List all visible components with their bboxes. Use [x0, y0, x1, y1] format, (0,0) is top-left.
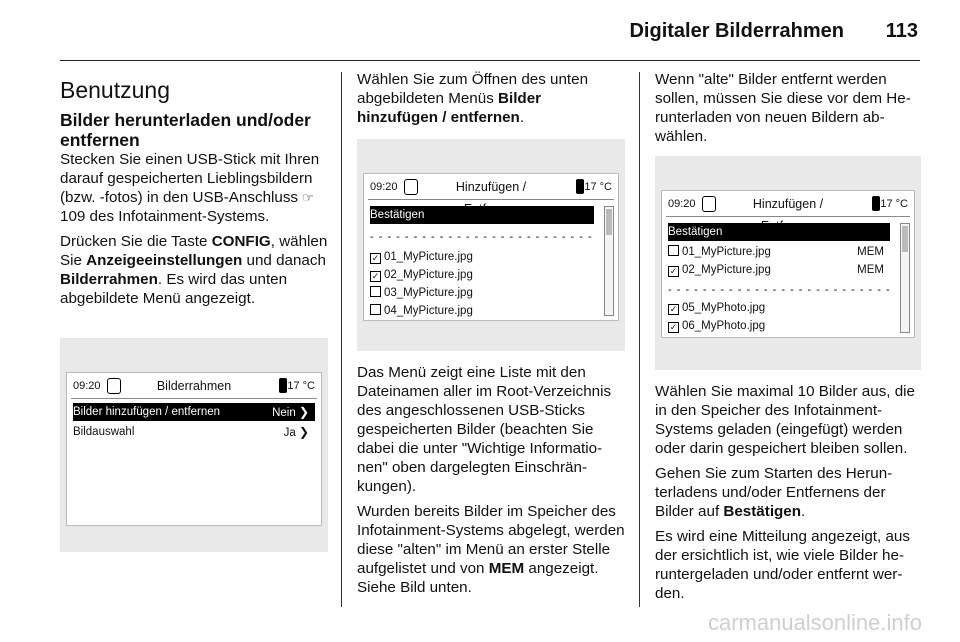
checkbox-icon: ✓ — [669, 322, 678, 332]
scrollbar-thumb[interactable] — [606, 209, 612, 235]
clock-time: 09:20 — [668, 198, 696, 210]
chevron-right-icon: ❯ — [298, 425, 309, 439]
screen-title: Hinzufügen / — [455, 180, 527, 194]
menu-item-add-remove[interactable]: Bilder hinzufügen / entfernen Nein ❯ — [73, 403, 315, 421]
paragraph-mem: Wurden bereits Bilder im Speicher des Infotainment-Systems abgelegt, werden diese "alten" im Menü an erster Stelle aufgelistet und von MEM angezeigt. Siehe Bild unten. — [357, 503, 625, 596]
chevron-right-icon: ❯ — [298, 405, 309, 419]
temperature: 17 °C — [584, 181, 612, 193]
thermometer-icon — [279, 378, 287, 393]
status-bar — [666, 193, 910, 215]
file-item[interactable]: ✓ 01_MyPicture.jpg — [371, 251, 473, 263]
checkbox-icon — [668, 245, 679, 256]
checkbox-icon: ✓ — [371, 253, 380, 263]
checkbox-icon: ✓ — [669, 266, 678, 276]
file-item[interactable]: ✓ 06_MyPhoto.jpg — [669, 320, 766, 332]
separator-dashes: - - - - - - - - - - - - - - - - - - - - - - - - - - — [668, 284, 891, 296]
file-item[interactable]: 03_MyPicture.jpg — [370, 284, 473, 302]
column-3 — [655, 70, 921, 609]
screen-figure-add-remove — [357, 139, 625, 351]
status-bar — [368, 176, 614, 198]
confirm-button[interactable]: Bestätigen — [370, 206, 594, 224]
status-bar — [71, 375, 317, 397]
paragraph-start-download: Gehen Sie zum Starten des Herunterladens und/oder Entfernens der Bilder auf Bestätigen. — [655, 465, 893, 520]
column-1 — [60, 70, 328, 564]
mem-tag: MEM — [857, 246, 884, 258]
temperature: 17 °C — [287, 380, 315, 392]
file-item[interactable]: 04_MyPicture.jpg — [370, 302, 473, 320]
scrollbar-thumb[interactable] — [902, 226, 908, 252]
menu-item-image-select[interactable]: Bildauswahl Ja ❯ — [73, 425, 309, 439]
thermometer-icon — [576, 179, 584, 194]
temperature: 17 °C — [880, 198, 908, 210]
screen-title: Hinzufügen / — [752, 197, 824, 211]
paragraph-deselect: Wenn "alte" Bilder entfernt werden sollen, müssen Sie diese vor dem Herunterladen von neuen Bildern abwählen. — [655, 71, 911, 145]
thermometer-icon — [872, 196, 880, 211]
checkbox-icon: ✓ — [669, 304, 678, 314]
subsection-heading: Bilder herunterladen und/oder entfernen — [60, 110, 311, 150]
column-divider-2 — [639, 72, 640, 607]
screen-title: Bilderrahmen — [156, 379, 232, 393]
file-item[interactable]: 01_MyPicture.jpg MEM — [668, 243, 890, 261]
checkbox-icon: ✓ — [371, 271, 380, 281]
scrollbar[interactable] — [604, 206, 614, 316]
display-screen — [363, 173, 619, 321]
file-item[interactable]: ✓ 02_MyPicture.jpg — [371, 269, 473, 281]
checkbox-icon — [370, 304, 381, 315]
paragraph-max-images: Wählen Sie maximal 10 Bilder aus, die in den Speicher des Infotainment-Systems geladen (eingefügt) werden oder darin gespeichert bleiben sollen. — [655, 383, 915, 457]
paragraph-config: Drücken Sie die Taste CONFIG, wählen Sie Anzeigeeinstellungen und danach Bilderrahmen. Es wird das unten abgebildete Menü angezeigt. — [60, 233, 328, 307]
file-item[interactable]: ✓ 05_MyPhoto.jpg — [669, 302, 766, 314]
clock-icon — [107, 378, 121, 394]
file-item[interactable]: ✓ 02_MyPicture.jpg MEM — [668, 261, 890, 279]
status-divider — [666, 216, 910, 217]
paragraph-message: Es wird eine Mitteilung angezeigt, aus der ersichtlich ist, wie viele Bilder heruntergeladen und/oder entfernt werden. — [655, 528, 910, 602]
watermark: carmanualsonline.info — [707, 610, 922, 635]
checkbox-icon — [370, 286, 381, 297]
page-reference-icon: ☞ — [302, 190, 314, 205]
clock-icon — [702, 196, 716, 212]
confirm-button[interactable]: Bestätigen — [668, 223, 890, 241]
clock-icon — [404, 179, 418, 195]
paragraph-file-list: Das Menü zeigt eine Liste mit den Dateinamen aller im Root-Verzeichnis des angeschlossenen USB-Sticks gespeicherten Bilder (beachten Sie dabei die unter "Wichtige Informationen" oben dargelegten Einschränkungen). — [357, 364, 612, 495]
display-screen — [66, 372, 322, 526]
scrollbar[interactable] — [900, 223, 910, 333]
status-divider — [368, 199, 614, 200]
header-rule — [60, 60, 920, 61]
page-header — [0, 18, 960, 58]
mem-tag: MEM — [857, 264, 884, 276]
paragraph-open-menu: Wählen Sie zum Öffnen des unten abgebildeten Menüs Bilder hinzufügen / entfernen. — [357, 71, 589, 126]
clock-time: 09:20 — [370, 181, 398, 193]
paragraph-usb: Stecken Sie einen USB-Stick mit Ihren darauf gespeicherten Lieblingsbildern (bzw. -fotos) in den USB-Anschluss ☞ 109 des Infotainment-Systems. — [60, 151, 320, 225]
display-screen — [661, 190, 915, 338]
section-heading: Benutzung — [60, 77, 170, 103]
status-divider — [71, 398, 317, 399]
screen-figure-mem — [655, 156, 921, 370]
column-divider-1 — [341, 72, 342, 607]
column-2 — [357, 70, 625, 603]
page-number: 113 — [885, 20, 918, 42]
clock-time: 09:20 — [73, 380, 101, 392]
separator-dashes: - - - - - - - - - - - - - - - - - - - - - - - - - - — [370, 231, 593, 243]
chapter-title: Digitaler Bilderrahmen — [629, 20, 844, 42]
screen-figure-bilderrahmen — [60, 338, 328, 552]
